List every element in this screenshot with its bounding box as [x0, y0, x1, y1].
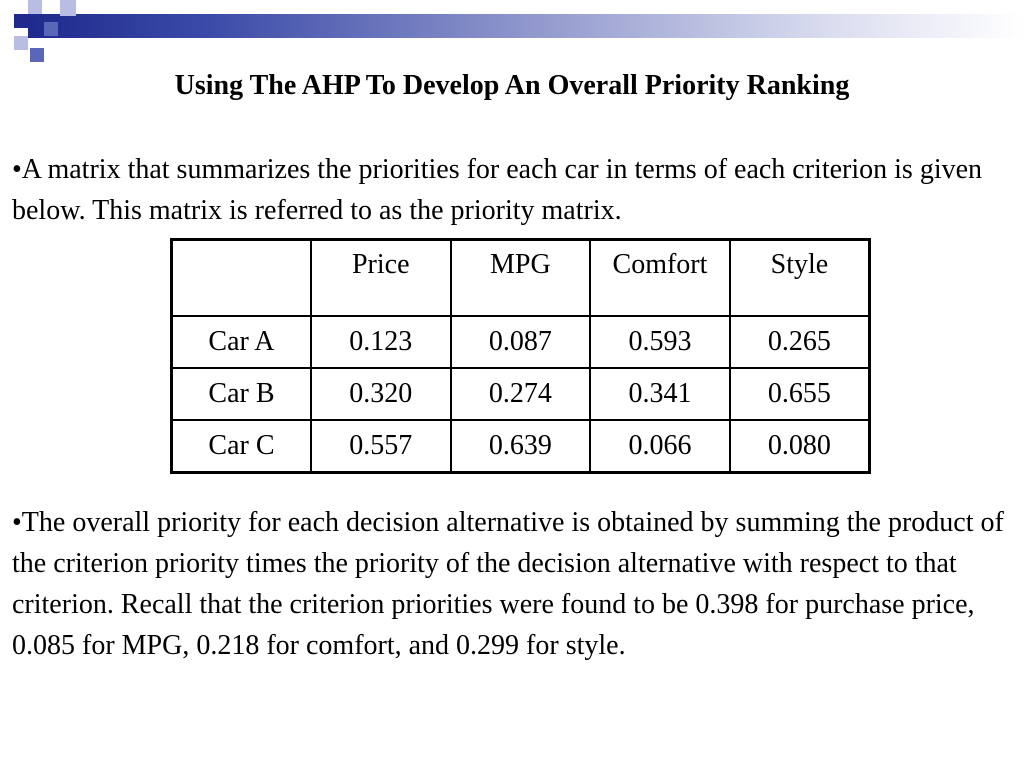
decor-square	[28, 0, 42, 14]
header-cell: Comfort	[590, 240, 730, 317]
value-cell: 0.265	[730, 316, 870, 368]
table-row	[172, 368, 870, 420]
value-cell: 0.341	[590, 368, 730, 420]
value-cell: 0.639	[451, 420, 591, 473]
value-cell: 0.087	[451, 316, 591, 368]
decor-square	[14, 14, 28, 28]
header-gradient-bar	[28, 14, 1024, 38]
priority-matrix-table	[170, 238, 871, 474]
table-header-row	[172, 240, 870, 317]
header-cell	[172, 240, 311, 317]
value-cell: 0.123	[311, 316, 451, 368]
decor-square	[14, 36, 28, 50]
decor-square	[30, 48, 44, 62]
slide-title: Using The AHP To Develop An Overall Priority Ranking	[174, 70, 850, 101]
header-cell: MPG	[451, 240, 591, 317]
row-label-cell: Car B	[172, 368, 311, 420]
explanation-paragraph: •The overall priority for each decision alternative is obtained by summing the product of the criterion priority times the priority of the decision alternative with respect to that criterion. Recall that the criterion priorities were found to be 0.398 for purchase price, 0.085 for MPG, 0.218 for comfort, and 0.299 for style.	[12, 507, 1004, 661]
value-cell: 0.066	[590, 420, 730, 473]
header-cell: Price	[311, 240, 451, 317]
row-label-cell: Car C	[172, 420, 311, 473]
value-cell: 0.557	[311, 420, 451, 473]
table-row	[172, 316, 870, 368]
header-cell: Style	[730, 240, 870, 317]
table-row	[172, 420, 870, 473]
value-cell: 0.080	[730, 420, 870, 473]
decor-square	[60, 0, 76, 16]
value-cell: 0.274	[451, 368, 591, 420]
value-cell: 0.593	[590, 316, 730, 368]
value-cell: 0.655	[730, 368, 870, 420]
intro-paragraph: •A matrix that summarizes the priorities for each car in terms of each criterion is given below. This matrix is referred to as the priority matrix.	[12, 154, 983, 226]
row-label-cell: Car A	[172, 316, 311, 368]
decor-square	[44, 22, 58, 36]
value-cell: 0.320	[311, 368, 451, 420]
